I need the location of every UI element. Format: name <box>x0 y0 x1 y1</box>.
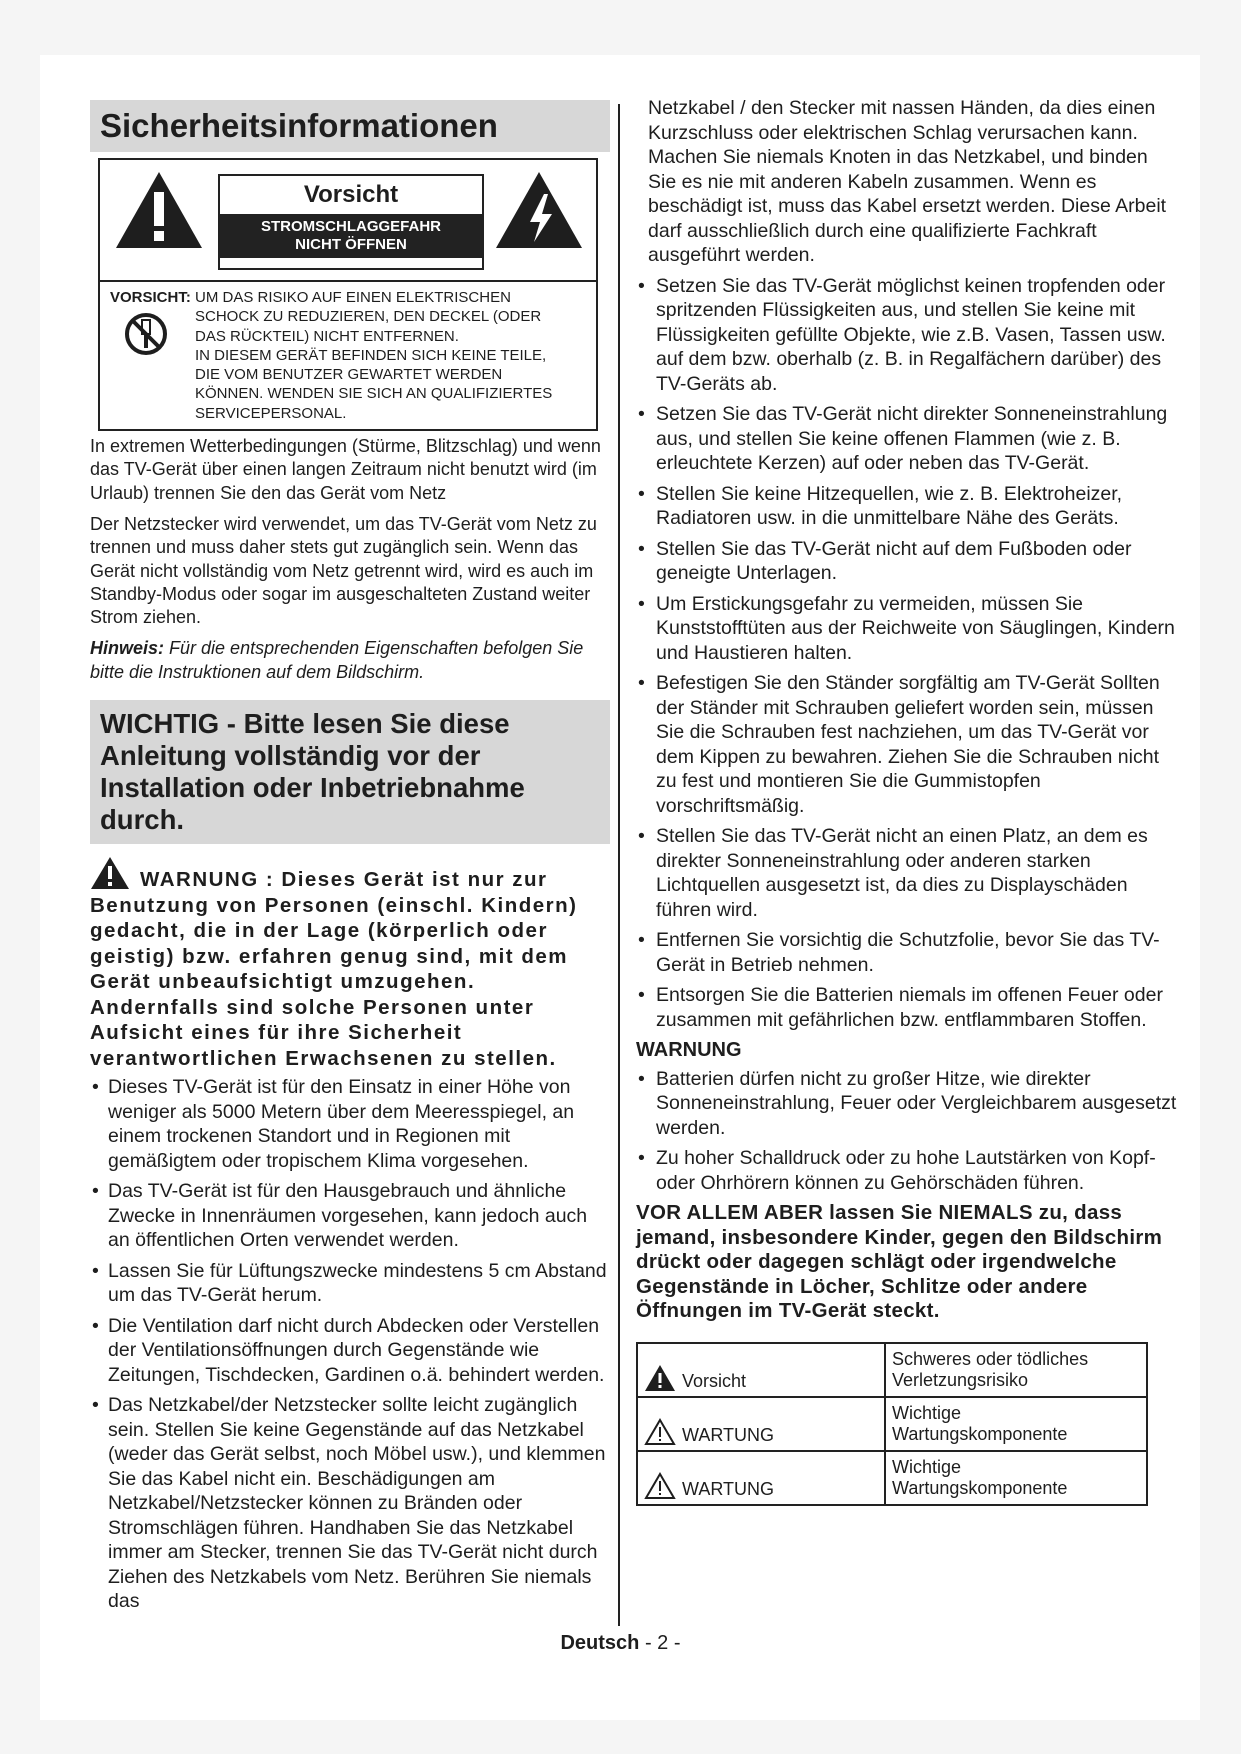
table-row <box>637 1451 1147 1505</box>
table-row <box>637 1343 1147 1397</box>
list-item: • Dieses TV-Gerät ist für den Einsatz in einer Höhe von weniger als 5000 Metern über dem Meeresspiegel, an einem trockenen Standort und in Regionen mit gemäßigtem oder tropischem Klima vorgesehen. <box>90 1075 610 1173</box>
caution-first-line <box>110 288 586 307</box>
legend-symbol-cell <box>637 1397 885 1451</box>
warnung-heading: WARNUNG <box>636 1039 742 1061</box>
page-number: - 2 - <box>644 1632 681 1654</box>
list-item: • Entsorgen Sie die Batterien niemals im offenen Feuer oder zusammen mit gefährlichen bzw. entflammbaren Stoffen. <box>636 983 1180 1032</box>
hint-paragraph <box>90 637 610 684</box>
caution-title: Vorsicht <box>220 176 482 214</box>
list-item: • Setzen Sie das TV-Gerät nicht direkter Sonneneinstrahlung aus, und stellen Sie keine offenen Flammen (wie z. B. erleuchtete Kerzen) auf oder neben das TV-Gerät. <box>636 402 1180 476</box>
symbol-legend-table <box>636 1342 1148 1506</box>
legend-label: Vorsicht <box>682 1370 747 1391</box>
caution-line: IN DIESEM GERÄT BEFINDEN SICH KEINE TEILE, <box>195 346 547 364</box>
table-row <box>637 1397 1147 1451</box>
hint-label: Hinweis: <box>90 638 165 659</box>
caution-line: UM DAS RISIKO AUF EINEN ELEKTRISCHEN <box>195 289 511 306</box>
caution-subtitle-line-2: NICHT ÖFFNEN <box>295 236 407 253</box>
caution-subtitle-line-1: STROMSCHLAGGEFAHR <box>261 218 441 235</box>
lightning-warning-icon <box>494 170 584 250</box>
legend-symbol-cell <box>637 1451 885 1505</box>
footer-language: Deutsch <box>560 1632 640 1654</box>
page-title: Sicherheitsinformationen <box>90 100 610 152</box>
list-item: • Setzen Sie das TV-Gerät möglichst keinen tropfenden oder spritzenden Flüssigkeiten aus, und stellen Sie keine mit Flüssigkeiten gefüllte Objekte, wie z.B. Vasen, Tassen usw. auf dem bzw. oberhalb (z. B. in Regalfächern darüber) des TV-Geräts ab. <box>636 274 1180 397</box>
caution-line: KÖNNEN. WENDEN SIE SICH AN QUALIFIZIERTES <box>195 385 553 403</box>
legend-description-cell <box>885 1397 1147 1451</box>
list-item: • Batterien dürfen nicht zu großer Hitze, wie direkter Sonneneinstrahlung, Feuer oder Vergleichbarem ausgesetzt werden. <box>636 1067 1180 1141</box>
legend-description: Verletzungsrisiko <box>892 1369 1029 1390</box>
caution-line: SERVICEPERSONAL. <box>195 404 347 422</box>
caution-box-header <box>100 160 596 282</box>
list-item: • Stellen Sie das TV-Gerät nicht an einen Platz, an dem es direkter Sonneneinstrahlung oder anderen starken Lichtquellen ausgesetzt ist, da dies zu Displayschäden führen wird. <box>636 824 1180 922</box>
caution-line: DAS RÜCKTEIL) NICHT ENTFERNEN. <box>195 327 459 345</box>
list-item: • Die Ventilation darf nicht durch Abdecken oder Verstellen der Ventilationsöffnungen durch Gegenstände wie Zeitungen, Tischdecken, Gardinen o.ä. behindert werden. <box>90 1314 610 1388</box>
column-divider <box>618 104 620 1626</box>
important-heading: WICHTIG - Bitte lesen Sie diese Anleitung vollständig vor der Installation oder Inbetriebnahme durch. <box>90 700 610 844</box>
warnung-bullet-list <box>636 1067 1180 1196</box>
right-column <box>636 96 1180 1506</box>
left-bullet-list <box>90 1075 610 1614</box>
legend-description: Wichtige <box>892 1402 962 1423</box>
list-item: • Das Netzkabel/der Netzstecker sollte leicht zugänglich sein. Stellen Sie keine Gegenstände auf das Netzkabel (weder das Gerät selbst, noch Möbel usw.), und klemmen Sie das Kabel nicht ein. Beschädigungen am Netzkabel/Netzstecker können zu Bränden oder Stromschlägen führen. Handhaben Sie das Netzkabel immer am Stecker, trennen Sie das TV-Gerät nicht durch Ziehen des Netzkabels vom Netz. Berühren Sie niemals das <box>90 1393 610 1614</box>
warning-intro-text: WARNUNG : Dieses Gerät ist nur zur Benutzung von Personen (einschl. Kindern) gedacht, die in der Lage (körperlich oder geistig) bzw. erfahren genug sind, mit dem Gerät unbeaufsichtigt umzugehen. Andernfalls sind solche Personen unter Aufsicht eines für ihre Sicherheit verantwortlichen Erwachsenen zu stellen. <box>90 868 578 1070</box>
right-bullet-list <box>636 274 1180 1033</box>
caution-label-panel <box>218 174 484 270</box>
list-item: • Um Erstickungsgefahr zu vermeiden, müssen Sie Kunststofftüten aus der Reichweite von Säuglingen, Kindern und Haustieren halten. <box>636 592 1180 666</box>
warning-icon <box>90 856 130 890</box>
legend-description: Wartungskomponente <box>892 1423 1068 1444</box>
list-item: • Lassen Sie für Lüftungszwecke mindestens 5 cm Abstand um das TV-Gerät herum. <box>90 1259 610 1308</box>
list-item: • Zu hoher Schalldruck oder zu hohe Lautstärken von Kopf- oder Ohrhörern können zu Gehörschäden führen. <box>636 1146 1180 1195</box>
legend-description: Wartungskomponente <box>892 1477 1068 1498</box>
list-item: • Stellen Sie das TV-Gerät nicht auf dem Fußboden oder geneigte Unterlagen. <box>636 537 1180 586</box>
caution-label: VORSICHT: <box>110 289 191 306</box>
weather-paragraph: In extremen Wetterbedingungen (Stürme, Blitzschlag) und wenn das TV-Gerät über einen langen Zeitraum nicht benutzt wird (im Urlaub) trennen Sie den das Gerät vom Netz <box>90 436 601 503</box>
legend-description-cell <box>885 1343 1147 1397</box>
caution-box <box>98 158 598 431</box>
plug-paragraph: Der Netzstecker wird verwendet, um das TV-Gerät vom Netz zu trennen und muss daher stets gut zugänglich sein. Wenn das Gerät nicht vollständig vom Netz getrennt wird, wird es auch im Standby-Modus oder sogar im ausgeschalteten Zustand weiter Strom ziehen. <box>90 513 597 628</box>
hint-text: Für die entsprechenden Eigenschaften befolgen Sie bitte die Instruktionen auf dem Bildschirm. <box>90 638 584 682</box>
filled-warning-icon <box>644 1364 676 1392</box>
outline-warning-icon <box>644 1472 676 1500</box>
page-footer <box>0 1632 1241 1655</box>
legend-symbol-cell <box>637 1343 885 1397</box>
legend-label: WARTUNG <box>682 1424 774 1445</box>
list-item: • Das TV-Gerät ist für den Hausgebrauch und ähnliche Zwecke in Innenräumen vorgesehen, kann jedoch auch an öffentlichen Orten verwendet werden. <box>90 1179 610 1253</box>
list-item: • Entfernen Sie vorsichtig die Schutzfolie, bevor Sie das TV-Gerät in Betrieb nehmen. <box>636 928 1180 977</box>
legend-description: Wichtige <box>892 1456 962 1477</box>
caution-line: SCHOCK ZU REDUZIEREN, DEN DECKEL (ODER <box>195 308 542 326</box>
list-item: • Befestigen Sie den Ständer sorgfältig am TV-Gerät Sollten der Ständer mit Schrauben geliefert worden sein, müssen Sie die Schrauben fest nachziehen, um das TV-Gerät vor dem Kippen zu bewahren. Ziehen Sie die Schrauben nicht zu fest und montieren Sie die Gummistopfen vorschriftsmäßig. <box>636 671 1180 818</box>
legend-description: Schweres oder tödliches <box>892 1348 1089 1369</box>
final-warning: VOR ALLEM ABER lassen Sie NIEMALS zu, dass jemand, insbesondere Kinder, gegen den Bildschirm drückt oder dagegen schlägt oder irgendwelche Gegenstände in Löcher, Schlitze oder andere Öffnungen im TV-Gerät steckt. <box>636 1201 1163 1322</box>
caution-text <box>100 282 596 429</box>
left-column <box>90 100 610 1620</box>
exclamation-warning-icon <box>114 170 204 250</box>
no-screwdriver-icon <box>124 312 168 356</box>
list-item: • Stellen Sie keine Hitzequellen, wie z. B. Elektroheizer, Radiatoren usw. in die unmittelbare Nähe des Geräts. <box>636 482 1180 531</box>
caution-line: DIE VOM BENUTZER GEWARTET WERDEN <box>195 366 503 384</box>
caution-subtitle <box>220 214 482 258</box>
outline-warning-icon <box>644 1418 676 1446</box>
legend-label: WARTUNG <box>682 1478 774 1499</box>
continuation-paragraph: Netzkabel / den Stecker mit nassen Händen, da dies einen Kurzschluss oder elektrischen Schlag verursachen kann. Machen Sie niemals Knoten in das Netzkabel, und binden Sie es nie mit anderen Kabeln zusammen. Wenn es beschädigt ist, muss das Kabel ersetzt werden. Diese Arbeit darf ausschließlich durch eine qualifizierte Fachkraft ausgeführt werden. <box>648 97 1167 266</box>
warning-intro <box>90 856 610 1071</box>
legend-description-cell <box>885 1451 1147 1505</box>
